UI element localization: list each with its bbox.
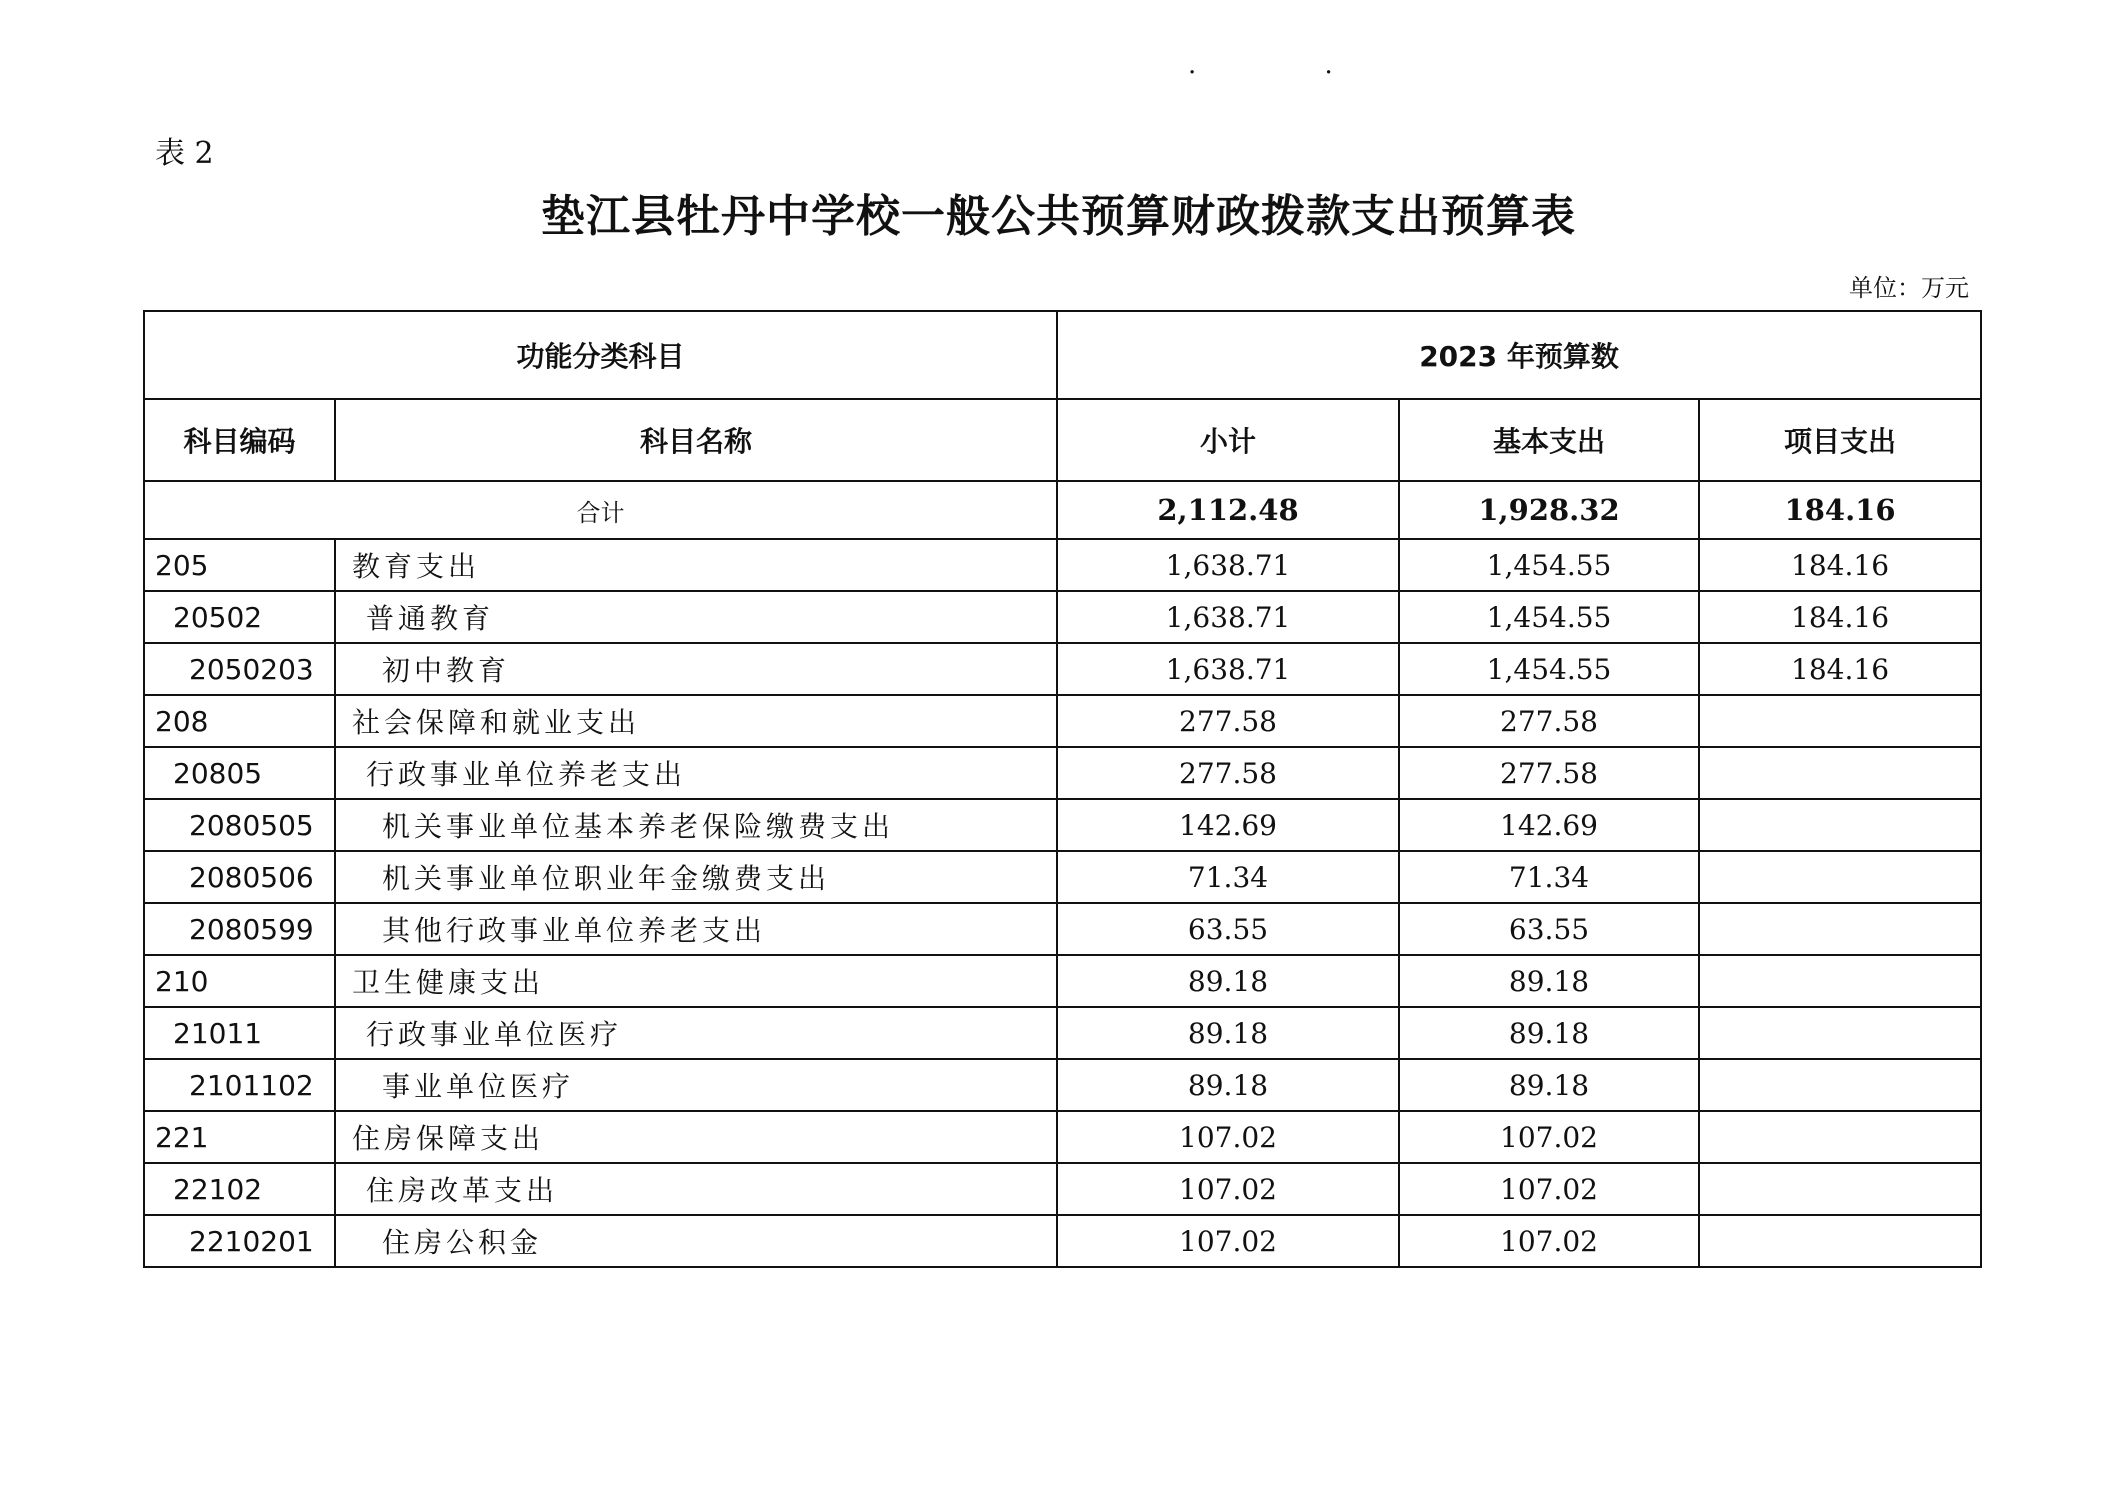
row-name: 初中教育: [335, 643, 1057, 695]
table-row: [144, 1007, 1981, 1059]
column-header-name: 科目名称: [335, 399, 1057, 481]
table-row: [144, 591, 1981, 643]
row-name: 行政事业单位养老支出: [335, 747, 1057, 799]
table-row: [144, 539, 1981, 591]
table-row: [144, 1111, 1981, 1163]
column-header-basic: 基本支出: [1399, 399, 1699, 481]
column-header-code: 科目编码: [144, 399, 335, 481]
row-name: 教育支出: [335, 539, 1057, 591]
row-basic: 89.18: [1399, 955, 1699, 1007]
table-row: [144, 1215, 1981, 1267]
row-subtotal: 107.02: [1057, 1163, 1399, 1215]
row-code: 2080505: [144, 799, 335, 851]
row-subtotal: 1,638.71: [1057, 539, 1399, 591]
row-subtotal: 89.18: [1057, 955, 1399, 1007]
column-header-project: 项目支出: [1699, 399, 1981, 481]
row-subtotal: 107.02: [1057, 1215, 1399, 1267]
row-basic: 63.55: [1399, 903, 1699, 955]
total-project: 184.16: [1699, 481, 1981, 539]
row-project: [1699, 1007, 1981, 1059]
row-name: 住房保障支出: [335, 1111, 1057, 1163]
table-row: [144, 643, 1981, 695]
table-row: [144, 955, 1981, 1007]
row-basic: 89.18: [1399, 1007, 1699, 1059]
total-basic: 1,928.32: [1399, 481, 1699, 539]
table-row: [144, 851, 1981, 903]
row-subtotal: 1,638.71: [1057, 643, 1399, 695]
row-name: 机关事业单位职业年金缴费支出: [335, 851, 1057, 903]
row-code: 2080506: [144, 851, 335, 903]
row-basic: 1,454.55: [1399, 591, 1699, 643]
row-code: 208: [144, 695, 335, 747]
row-project: [1699, 799, 1981, 851]
row-code: 21011: [144, 1007, 335, 1059]
row-project: [1699, 695, 1981, 747]
row-code: 210: [144, 955, 335, 1007]
row-basic: 1,454.55: [1399, 539, 1699, 591]
page-title: 垫江县牡丹中学校一般公共预算财政拨款支出预算表: [541, 191, 1576, 242]
row-project: [1699, 1215, 1981, 1267]
budget-table: [143, 310, 1982, 1268]
column-header-subtotal: 小计: [1057, 399, 1399, 481]
row-project: [1699, 851, 1981, 903]
total-row: [144, 481, 1981, 539]
row-name: 住房公积金: [335, 1215, 1057, 1267]
group-header-budget-year: 2023 年预算数: [1057, 311, 1981, 399]
row-subtotal: 277.58: [1057, 747, 1399, 799]
table-body: [144, 539, 1981, 1267]
row-project: [1699, 1163, 1981, 1215]
table-label: 表 2: [155, 136, 214, 171]
row-subtotal: 107.02: [1057, 1111, 1399, 1163]
row-project: 184.16: [1699, 591, 1981, 643]
total-label: 合计: [144, 481, 1057, 539]
scan-marks: · ·: [1188, 58, 1393, 88]
row-subtotal: 71.34: [1057, 851, 1399, 903]
row-basic: 107.02: [1399, 1163, 1699, 1215]
row-project: [1699, 955, 1981, 1007]
row-basic: 89.18: [1399, 1059, 1699, 1111]
row-name: 机关事业单位基本养老保险缴费支出: [335, 799, 1057, 851]
row-subtotal: 63.55: [1057, 903, 1399, 955]
row-basic: 71.34: [1399, 851, 1699, 903]
row-name: 其他行政事业单位养老支出: [335, 903, 1057, 955]
row-subtotal: 277.58: [1057, 695, 1399, 747]
row-project: [1699, 1111, 1981, 1163]
row-project: [1699, 747, 1981, 799]
row-name: 行政事业单位医疗: [335, 1007, 1057, 1059]
row-project: [1699, 1059, 1981, 1111]
row-code: 20805: [144, 747, 335, 799]
row-code: 2080599: [144, 903, 335, 955]
row-basic: 107.02: [1399, 1111, 1699, 1163]
row-project: 184.16: [1699, 539, 1981, 591]
row-basic: 277.58: [1399, 747, 1699, 799]
row-code: 221: [144, 1111, 335, 1163]
row-code: 2050203: [144, 643, 335, 695]
row-name: 事业单位医疗: [335, 1059, 1057, 1111]
total-subtotal: 2,112.48: [1057, 481, 1399, 539]
table-row: [144, 1163, 1981, 1215]
row-code: 20502: [144, 591, 335, 643]
group-header-functional: 功能分类科目: [144, 311, 1057, 399]
table-row: [144, 695, 1981, 747]
row-subtotal: 89.18: [1057, 1007, 1399, 1059]
row-basic: 277.58: [1399, 695, 1699, 747]
row-subtotal: 142.69: [1057, 799, 1399, 851]
row-project: 184.16: [1699, 643, 1981, 695]
row-name: 住房改革支出: [335, 1163, 1057, 1215]
row-project: [1699, 903, 1981, 955]
unit-label: 单位：万元: [1849, 274, 1969, 302]
table-row: [144, 1059, 1981, 1111]
table-row: [144, 747, 1981, 799]
row-basic: 142.69: [1399, 799, 1699, 851]
row-subtotal: 89.18: [1057, 1059, 1399, 1111]
table-row: [144, 903, 1981, 955]
row-name: 普通教育: [335, 591, 1057, 643]
column-header-row: [144, 399, 1981, 481]
row-code: 2210201: [144, 1215, 335, 1267]
group-header-row: [144, 311, 1981, 399]
row-basic: 1,454.55: [1399, 643, 1699, 695]
row-code: 22102: [144, 1163, 335, 1215]
row-name: 卫生健康支出: [335, 955, 1057, 1007]
row-name: 社会保障和就业支出: [335, 695, 1057, 747]
table-row: [144, 799, 1981, 851]
row-code: 205: [144, 539, 335, 591]
row-subtotal: 1,638.71: [1057, 591, 1399, 643]
row-code: 2101102: [144, 1059, 335, 1111]
row-basic: 107.02: [1399, 1215, 1699, 1267]
